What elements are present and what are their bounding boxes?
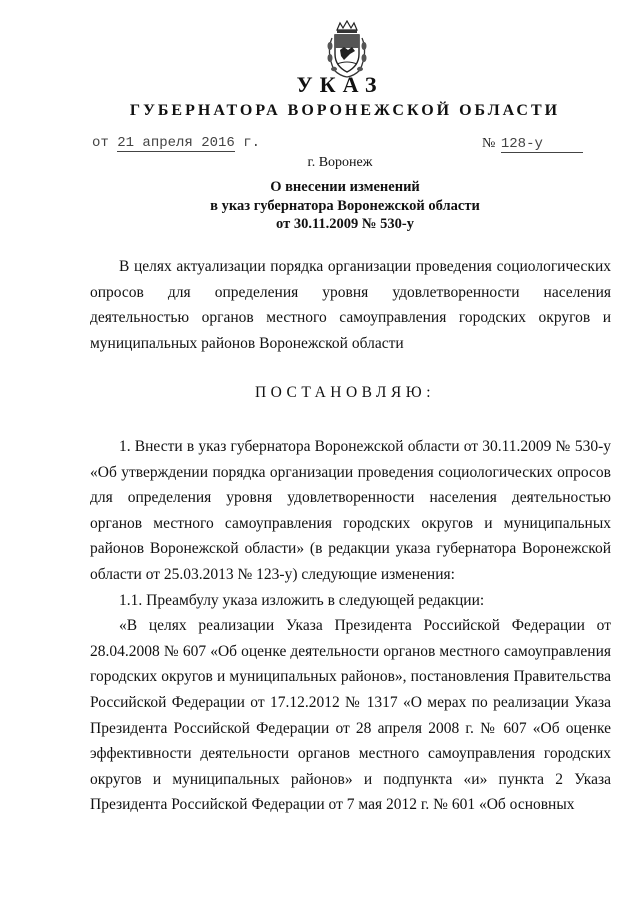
document-title: УКАЗ (296, 72, 384, 97)
document-number (482, 136, 583, 153)
date-suffix: г. (243, 135, 261, 151)
preamble-paragraph: В целях актуализации порядка организации проведения социологических опросов для определения уровня удовлетворенности населения деятельностью органов местного самоуправления городских округов и муниципальных районов Воронежской области (90, 258, 611, 352)
subject-line: от 30.11.2009 № 530-у (276, 216, 414, 232)
preamble (90, 254, 611, 356)
number-label: № (482, 136, 496, 151)
document-date (92, 135, 260, 151)
date-prefix: от (92, 135, 109, 151)
number-value: 128-у (501, 136, 583, 153)
decree-word: ПОСТАНОВЛЯЮ: (254, 384, 436, 401)
paragraph: 1. Внести в указ губернатора Воронежской области от 30.11.2009 № 530-у «Об утверждении порядка организации проведения социологических опросов для определения уровня удовлетворенности населения деятельностью органов местного самоуправления городских округов и муниципальных районов Воронежской области» (в редакции указа губернатора Воронежской области от 25.03.2013 № 123-у) следующие изменения: (90, 438, 611, 583)
document-city: г. Воронеж (307, 155, 373, 170)
date-value: 21 апреля 2016 (117, 135, 235, 151)
subject-line: в указ губернатора Воронежской области (210, 197, 480, 214)
main-text (90, 434, 611, 818)
coat-of-arms-icon (322, 20, 372, 80)
document-subtitle: ГУБЕРНАТОРА ВОРОНЕЖСКОЙ ОБЛАСТИ (129, 102, 561, 119)
paragraph: 1.1. Преамбулу указа изложить в следующей редакции: (119, 591, 485, 609)
document-subject (0, 178, 640, 234)
subject-line: О внесении изменений (270, 179, 420, 195)
paragraph: «В целях реализации Указа Президента Российской Федерации от 28.04.2008 № 607 «Об оценке деятельности органов местного самоуправления городских округов и муниципальных районов», постановления Правительства Российской Федерации от 17.12.2012 № 1317 «О мерах по реализации Указа Президента Российской Федерации от 28 апреля 2008 г. № 607 «Об оценке эффективности деятельности органов местного самоуправления городских округов и муниципальных районов» и подпункта «и» пункта 2 Указа Президента Российской Федерации от 7 мая 2012 г. № 601 «Об основных (90, 617, 611, 814)
